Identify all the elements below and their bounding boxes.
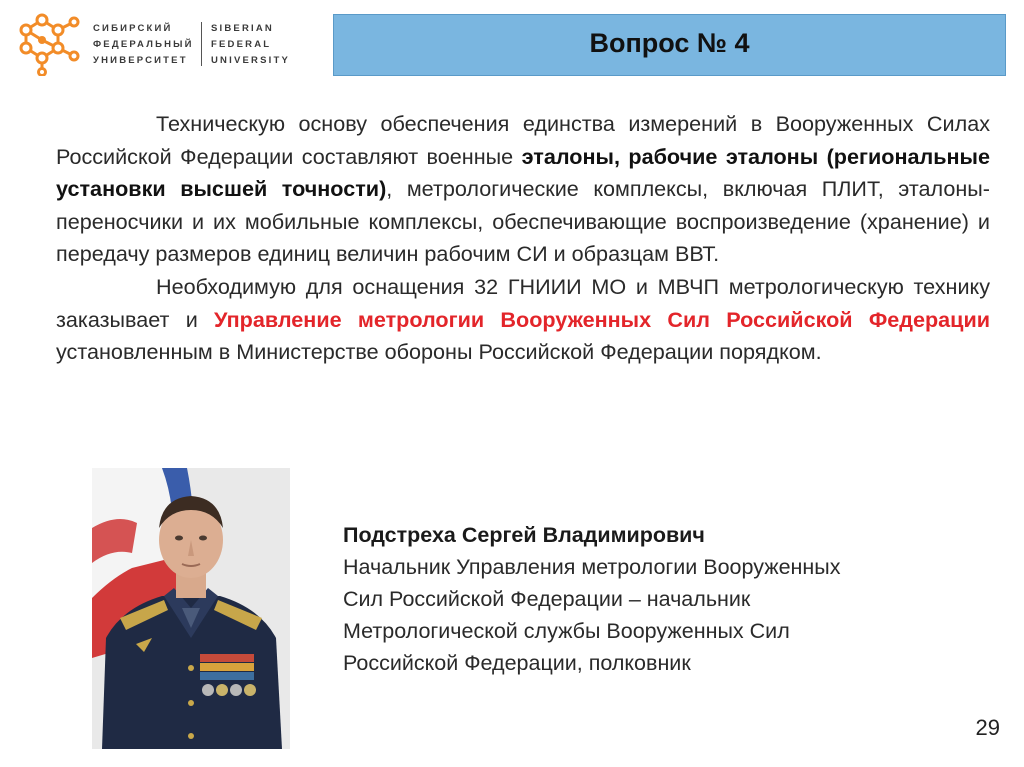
slide-title: Вопрос № 4 [589, 28, 750, 58]
logo-ru-line: ФЕДЕРАЛЬНЫЙ [93, 39, 194, 50]
caption-line: Сил Российской Федерации – начальник [343, 587, 751, 611]
caption-line: Российской Федерации, полковник [343, 651, 691, 675]
logo-ru-line: УНИВЕРСИТЕТ [93, 55, 188, 66]
paragraph-2 [56, 271, 990, 369]
portrait-caption [343, 519, 983, 679]
portrait-photo [92, 468, 290, 749]
paragraph-1-text-b: , метрологические комплексы, включая ПЛИТ, эталоны-переносчики и их мобильные комплексы, обеспечивающие воспроизведение (хранение) и передачу размеров единиц величин рабочим СИ и образцам ВВТ. [56, 176, 990, 267]
logo-text-ru [93, 21, 194, 69]
logo-en-line: UNIVERSITY [211, 55, 291, 66]
main-text [56, 108, 990, 369]
slide-title-bar [333, 14, 1006, 76]
portrait-illustration [92, 468, 290, 749]
caption-line: Начальник Управления метрологии Вооруженных [343, 555, 841, 579]
paragraph-1-bold: эталоны, рабочие эталоны (региональные установки высшей точности) [56, 143, 991, 202]
logo-en-line: SIBERIAN [211, 23, 274, 34]
person-name: Подстреха Сергей Владимирович [343, 523, 705, 547]
paragraph-2-text-b: установленным в Министерстве обороны Российской Федерации порядком. [56, 339, 822, 365]
logo-text-en [211, 21, 290, 69]
paragraph-2-highlight: Управление метрологии Вооруженных Сил Российской Федерации [214, 306, 990, 332]
logo-molecule-icon [14, 10, 84, 76]
logo-en-line: FEDERAL [211, 39, 272, 50]
paragraph-2-text-a: Необходимую для оснащения 32 ГНИИИ МО и МВЧП метрологическую технику заказывает и [56, 273, 990, 332]
logo-divider [201, 22, 202, 66]
paragraph-1-text-a: Техническую основу обеспечения единства измерений в Вооруженных Силах Российской Федерации составляют военные [56, 111, 990, 169]
caption-line: Метрологической службы Вооруженных Сил [343, 619, 790, 643]
page-number: 29 [975, 715, 1000, 740]
paragraph-1 [56, 108, 990, 271]
university-logo [14, 10, 304, 76]
logo-ru-line: СИБИРСКИЙ [93, 23, 173, 34]
